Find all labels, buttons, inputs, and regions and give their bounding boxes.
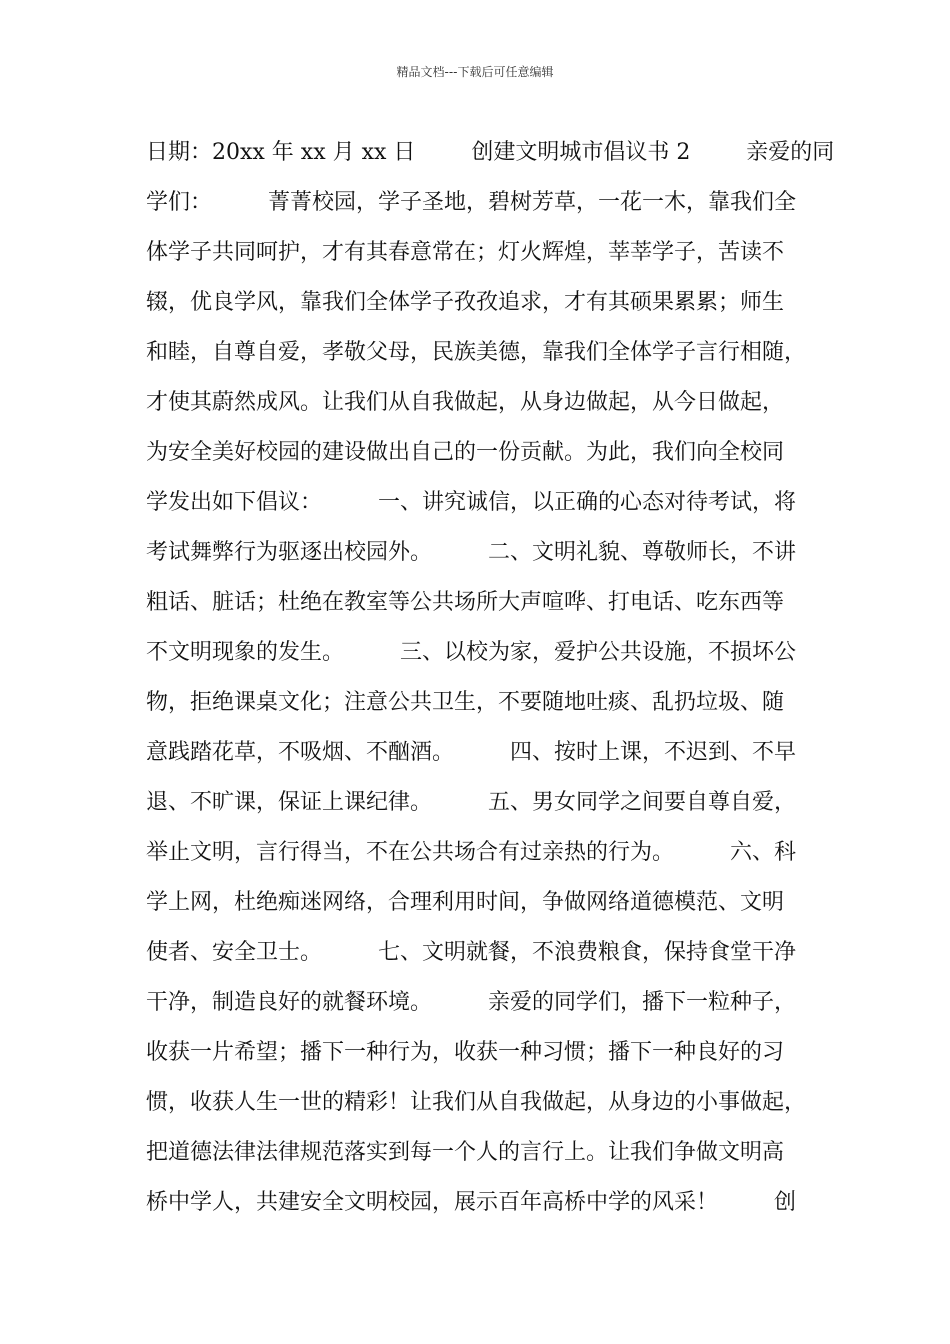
text-line: 学发出如下倡议： 一、讲究诚信，以正确的心态对待考试，将 (146, 490, 796, 515)
text-line: 考试舞弊行为驱逐出校园外。 二、文明礼貌、尊敬师长，不讲 (146, 540, 796, 565)
text-line: 为安全美好校园的建设做出自己的一份贡献。为此，我们向全校同 (146, 440, 785, 465)
text-line: 不文明现象的发生。 三、以校为家，爱护公共设施，不损坏公 (146, 640, 796, 665)
text-line: 收获一片希望；播下一种行为，收获一种习惯；播下一种良好的习 (146, 1040, 785, 1065)
text-line: 体学子共同呵护，才有其春意常在；灯火辉煌，莘莘学子，苦读不 (146, 240, 785, 265)
text-line: 物，拒绝课桌文化；注意公共卫生，不要随地吐痰、乱扔垃圾、随 (146, 690, 785, 715)
text-line: 日期：20xx 年 xx 月 xx 日 创建文明城市倡议书 2 亲爱的同 (146, 140, 835, 165)
text-line: 退、不旷课，保证上课纪律。 五、男女同学之间要自尊自爱， (146, 790, 796, 815)
text-line: 举止文明，言行得当，不在公共场合有过亲热的行为。 六、科 (146, 840, 796, 865)
text-line: 把道德法律法律规范落实到每一个人的言行上。让我们争做文明高 (146, 1140, 785, 1165)
text-line: 惯，收获人生一世的精彩！让我们从自我做起，从身边的小事做起， (146, 1090, 807, 1115)
text-line: 意践踏花草，不吸烟、不酗酒。 四、按时上课，不迟到、不早 (146, 740, 796, 765)
document-body (146, 130, 835, 1230)
text-line: 干净，制造良好的就餐环境。 亲爱的同学们，播下一粒种子， (146, 990, 796, 1015)
page-header: 精品文档---下载后可任意编辑 (396, 65, 554, 79)
text-line: 学们： 菁菁校园，学子圣地，碧树芳草，一花一木，靠我们全 (146, 190, 796, 215)
text-line: 桥中学人，共建安全文明校园，展示百年高桥中学的风采！ 创 (146, 1190, 796, 1215)
text-line: 才使其蔚然成风。让我们从自我做起，从身边做起，从今日做起， (146, 390, 785, 415)
text-line: 使者、安全卫士。 七、文明就餐，不浪费粮食，保持食堂干净 (146, 940, 796, 965)
text-line: 和睦，自尊自爱，孝敬父母，民族美德，靠我们全体学子言行相随， (146, 340, 807, 365)
text-line: 学上网，杜绝痴迷网络，合理利用时间，争做网络道德模范、文明 (146, 890, 785, 915)
text-line: 辍，优良学风，靠我们全体学子孜孜追求，才有其硕果累累；师生 (146, 290, 785, 315)
text-line: 粗话、脏话；杜绝在教室等公共场所大声喧哗、打电话、吃东西等 (146, 590, 785, 615)
